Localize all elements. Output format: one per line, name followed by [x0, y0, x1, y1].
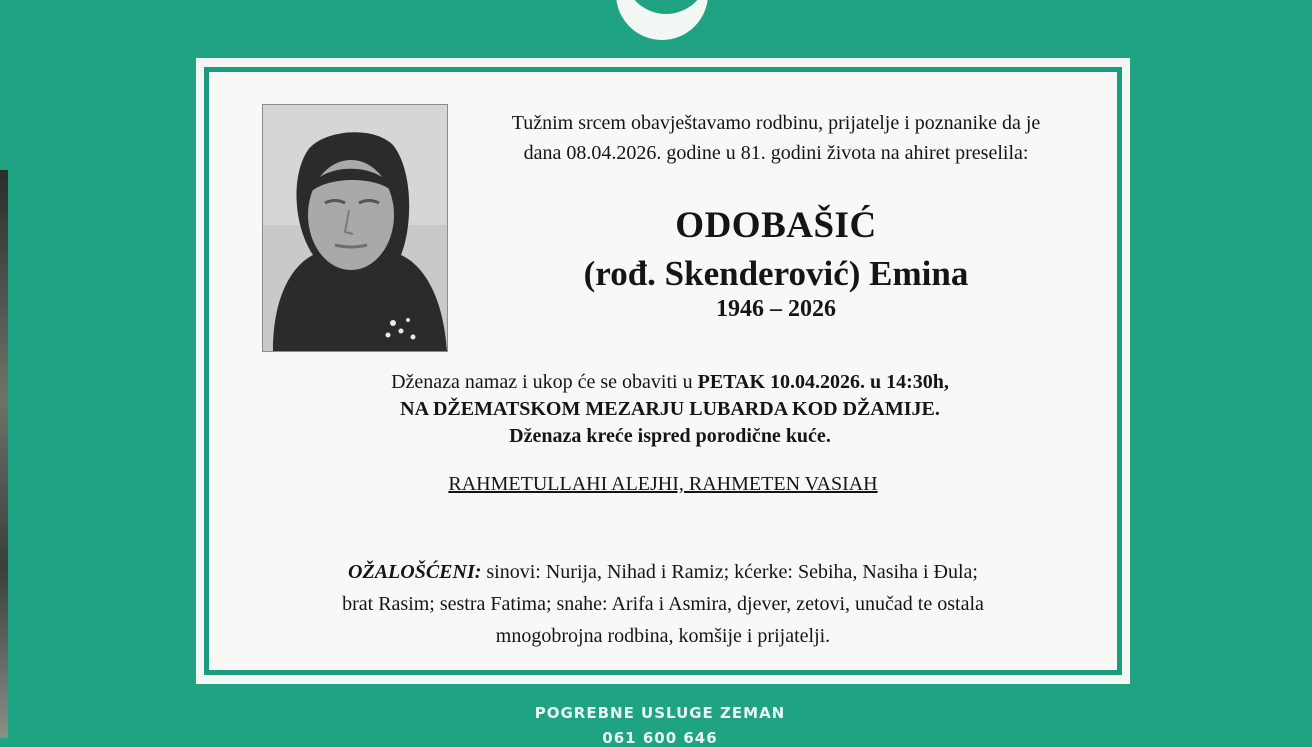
life-years: 1946 – 2026	[716, 296, 836, 322]
mourners-line-1	[230, 556, 1096, 588]
funeral-company-name: POGREBNE USLUGE ZEMAN	[534, 704, 786, 722]
funeral-details	[230, 369, 1110, 450]
prayer-line: RAHMETULLAHI ALEJHI, RAHMETEN VASIAH	[448, 473, 878, 495]
intro-text	[454, 108, 1098, 168]
mourners-line-3: mnogobrojna rodbina, komšije i prijatelji.	[495, 625, 831, 647]
funeral-location: NA DŽEMATSKOM MEZARJU LUBARDA KOD DŽAMIJE.	[400, 398, 940, 420]
intro-line-1: Tužnim srcem obavještavamo rodbinu, prijatelje i poznanike da je	[511, 112, 1041, 134]
mourners-list	[230, 556, 1096, 652]
crescent-icon	[616, 0, 708, 40]
left-edge-strip	[0, 170, 8, 738]
funeral-company-phone: 061 600 646	[602, 729, 718, 747]
portrait-photo	[262, 104, 448, 352]
funeral-date-time: PETAK 10.04.2026. u 14:30h,	[697, 371, 949, 393]
intro-line-2: dana 08.04.2026. godine u 81. godini života na ahiret preselila:	[523, 142, 1029, 164]
deceased-full-name: (rođ. Skenderović) Emina	[583, 254, 969, 293]
mourners-line-1-text: sinovi: Nurija, Nihad i Ramiz; kćerke: Sebiha, Nasiha i Đula;	[481, 561, 978, 583]
deceased-surname: ODOBAŠIĆ	[675, 205, 877, 246]
funeral-line-1	[230, 369, 1110, 396]
mourners-label: OŽALOŠĆENI:	[348, 561, 482, 583]
funeral-line-1-prefix: Dženaza namaz i ukop će se obaviti u	[391, 371, 698, 393]
funeral-departure: Dženaza kreće ispred porodične kuće.	[509, 425, 831, 447]
mourners-line-2: brat Rasim; sestra Fatima; snahe: Arifa i Asmira, djever, zetovi, unučad te ostala	[342, 593, 984, 615]
